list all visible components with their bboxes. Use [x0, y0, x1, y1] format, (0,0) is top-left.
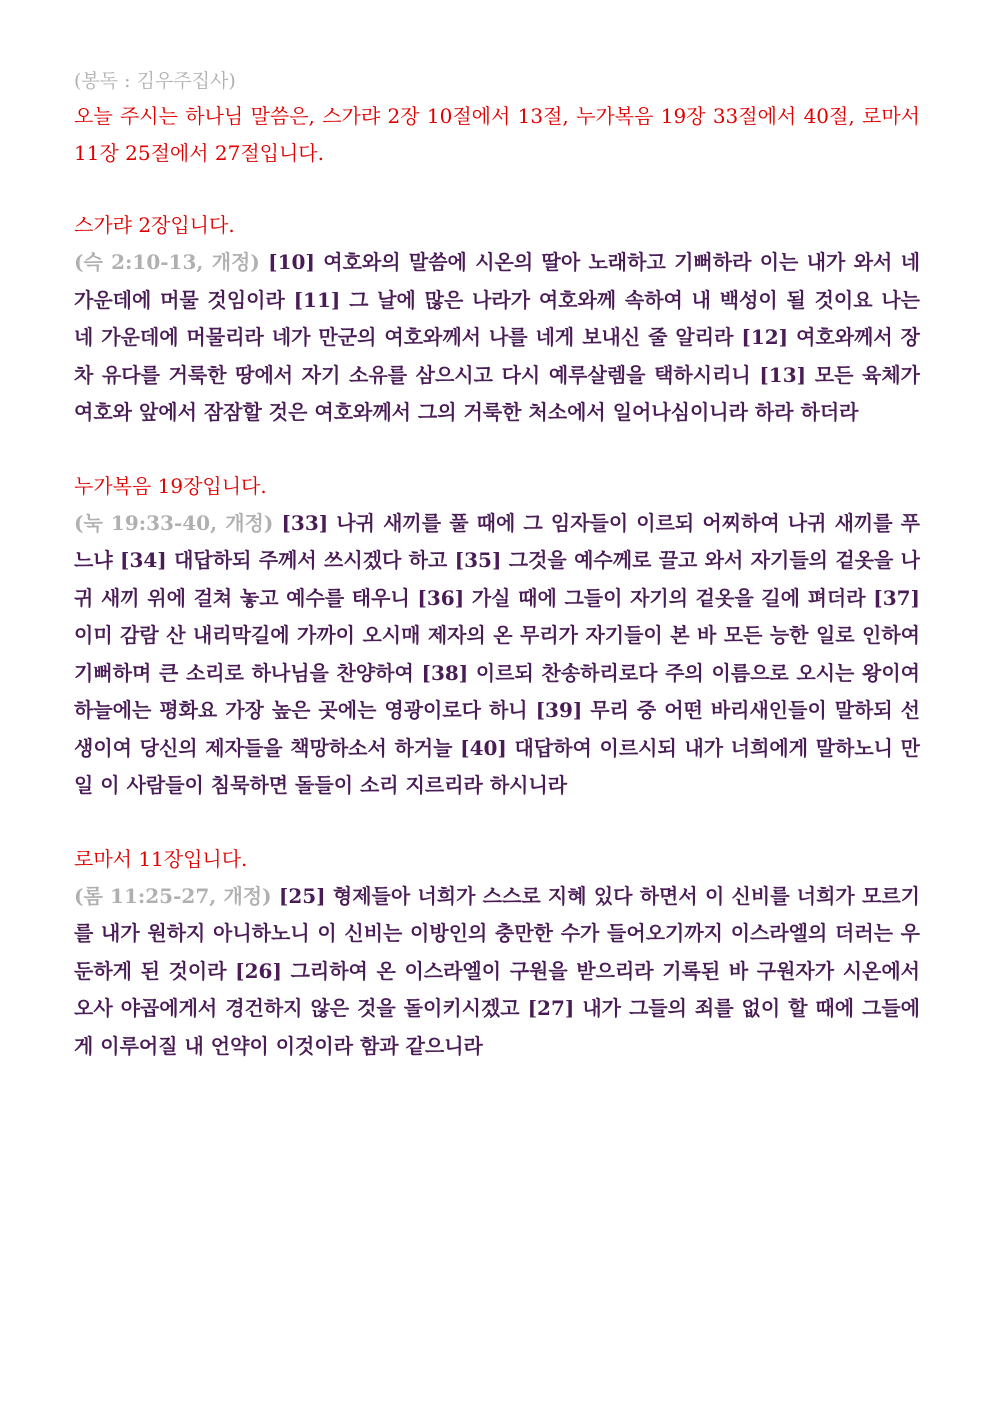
passage-text	[74, 505, 920, 805]
scripture-section-luke	[74, 468, 920, 805]
scripture-reference: (눅 19:33-40, 개정)	[74, 510, 274, 535]
intro-text: 오늘 주시는 하나님 말씀은, 스가랴 2장 10절에서 13절, 누가복음 19장 33절에서 40절, 로마서 11장 25절에서 27절입니다.	[74, 104, 920, 165]
section-heading: 스가랴 2장입니다.	[74, 213, 235, 237]
scripture-reference: (슥 2:10-13, 개정)	[74, 250, 260, 274]
reader-credit: (봉독 : 김우주집사)	[74, 70, 236, 92]
verse-text: [25] 형제들아 너희가 스스로 지혜 있다 하면서 이 신비를 너희가 모르기를 내가 원하지 아니하노니 이 신비는 이방인의 충만한 수가 들어오기까지 이스라엘의 더러는 우둔하게 된 것이라 [26] 그리하여 온 이스라엘이 구원을 받으리라 기록된 바 구원자가 시온에서 오사 야곱에게서 경건하지 않은 것을 돌이키시겠고 [27] 내가 그들의 죄를 없이 할 때에 그들에게 이루어질 내 언약이 이것이라 함과 같으니라	[74, 883, 920, 1058]
section-heading: 로마서 11장입니다.	[74, 846, 248, 871]
scripture-reference: (롬 11:25-27, 개정)	[74, 883, 272, 908]
section-heading: 누가복음 19장입니다.	[74, 473, 267, 498]
passage-text	[74, 878, 920, 1066]
verse-text: [10] 여호와의 말씀에 시온의 딸아 노래하고 기뻐하라 이는 내가 와서 네 가운데에 머물 것임이라 [11] 그 날에 많은 나라가 여호와께 속하여 내 백성이 될 것이요 나는 네 가운데에 머물리라 네가 만군의 여호와께서 나를 네게 보내신 줄 알리라 [12] 여호와께서 장차 유다를 거룩한 땅에서 자기 소유를 삼으시고 다시 예루살렘을 택하시리니 [13] 모든 육체가 여호와 앞에서 잠잠할 것은 여호와께서 그의 거룩한 처소에서 일어나심이니라 하라 하더라	[74, 250, 921, 424]
passage-text	[74, 244, 920, 432]
verse-text: [33] 나귀 새끼를 풀 때에 그 임자들이 이르되 어찌하여 나귀 새끼를 푸느냐 [34] 대답하되 주께서 쓰시겠다 하고 [35] 그것을 예수께로 끌고 와서 자기들의 겉옷을 나귀 새끼 위에 걸쳐 놓고 예수를 태우니 [36] 가실 때에 그들이 자기의 겉옷을 길에 펴더라 [37] 이미 감람 산 내리막길에 가까이 오시매 제자의 온 무리가 자기들이 본 바 모든 능한 일로 인하여 기뻐하며 큰 소리로 하나님을 찬양하여 [38] 이르되 찬송하리로다 주의 이름으로 오시는 왕이여 하늘에는 평화요 가장 높은 곳에는 영광이로다 하니 [39] 무리 중 어떤 바리새인들이 말하되 선생이여 당신의 제자들을 책망하소서 하거늘 [40] 대답하여 이르시되 내가 너희에게 말하노니 만일 이 사람들이 침묵하면 돌들이 소리 지르리라 하시니라	[74, 510, 920, 797]
scripture-section-zechariah	[74, 207, 920, 432]
scripture-section-romans	[74, 841, 920, 1066]
